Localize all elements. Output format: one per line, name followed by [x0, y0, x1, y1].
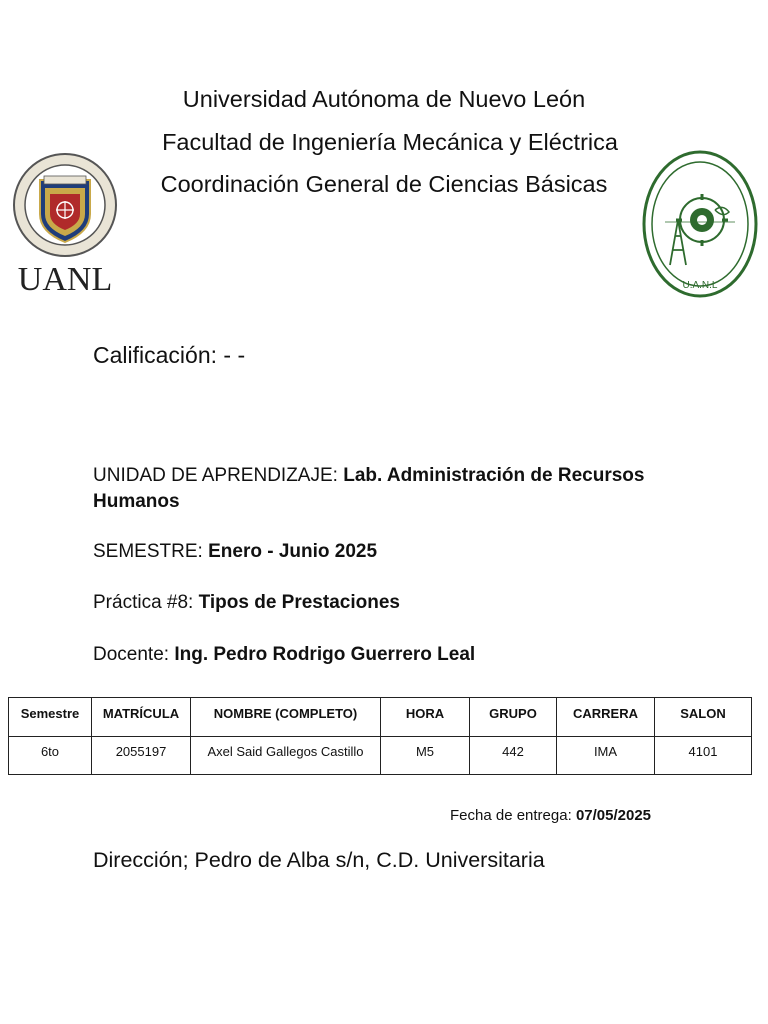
header-grupo: GRUPO [470, 698, 557, 737]
delivery-date-value: 07/05/2025 [575, 807, 652, 824]
header-hora: HORA [381, 698, 470, 737]
unidad-line [93, 463, 653, 515]
practica-line [93, 592, 400, 614]
cell-hora: M5 [381, 737, 470, 775]
grade-label: Calificación: [93, 342, 217, 368]
header-matricula: MATRÍCULA [92, 698, 191, 737]
coordination-name: Coordinación General de Ciencias Básicas [160, 171, 608, 197]
faculty-name: Facultad de Ingeniería Mecánica y Eléctrica [162, 129, 618, 155]
semestre-line [93, 541, 377, 563]
header-salon: SALON [655, 698, 752, 737]
delivery-date-line [450, 807, 651, 824]
docente-label: Docente: [93, 644, 170, 665]
uanl-wordmark: UANL [17, 261, 113, 298]
table-header-row [9, 698, 752, 737]
table-row [9, 737, 752, 775]
cell-salon: 4101 [655, 737, 752, 775]
delivery-date-label: Fecha de entrega: [450, 807, 572, 824]
docente-value: Ing. Pedro Rodrigo Guerrero Leal [174, 644, 476, 665]
cell-carrera: IMA [557, 737, 655, 775]
header-carrera: CARRERA [557, 698, 655, 737]
header-semestre: Semestre [9, 698, 92, 737]
docente-line [93, 644, 475, 666]
practica-label: Práctica #8: [93, 592, 194, 613]
semestre-value: Enero - Junio 2025 [208, 541, 378, 562]
semestre-label: SEMESTRE: [93, 541, 203, 562]
fime-bottom-text: U.A.N.L [682, 280, 718, 291]
grade-value: - - [223, 342, 246, 368]
unidad-label: UNIDAD DE APRENDIZAJE: [93, 465, 338, 486]
fime-logo [640, 150, 760, 298]
address: Dirección; Pedro de Alba s/n, C.D. Universitaria [93, 848, 545, 872]
cell-grupo: 442 [470, 737, 557, 775]
student-info-table [8, 697, 752, 775]
cell-nombre: Axel Said Gallegos Castillo [191, 737, 381, 775]
unidad-value: Lab. Administración de Recursos Humanos [93, 465, 645, 512]
practica-value: Tipos de Prestaciones [198, 592, 400, 613]
university-name: Universidad Autónoma de Nuevo León [182, 86, 586, 112]
uanl-logo [10, 152, 120, 300]
cell-semestre: 6to [9, 737, 92, 775]
cell-matricula: 2055197 [92, 737, 191, 775]
header-nombre: NOMBRE (COMPLETO) [191, 698, 381, 737]
grade-line [93, 342, 245, 369]
